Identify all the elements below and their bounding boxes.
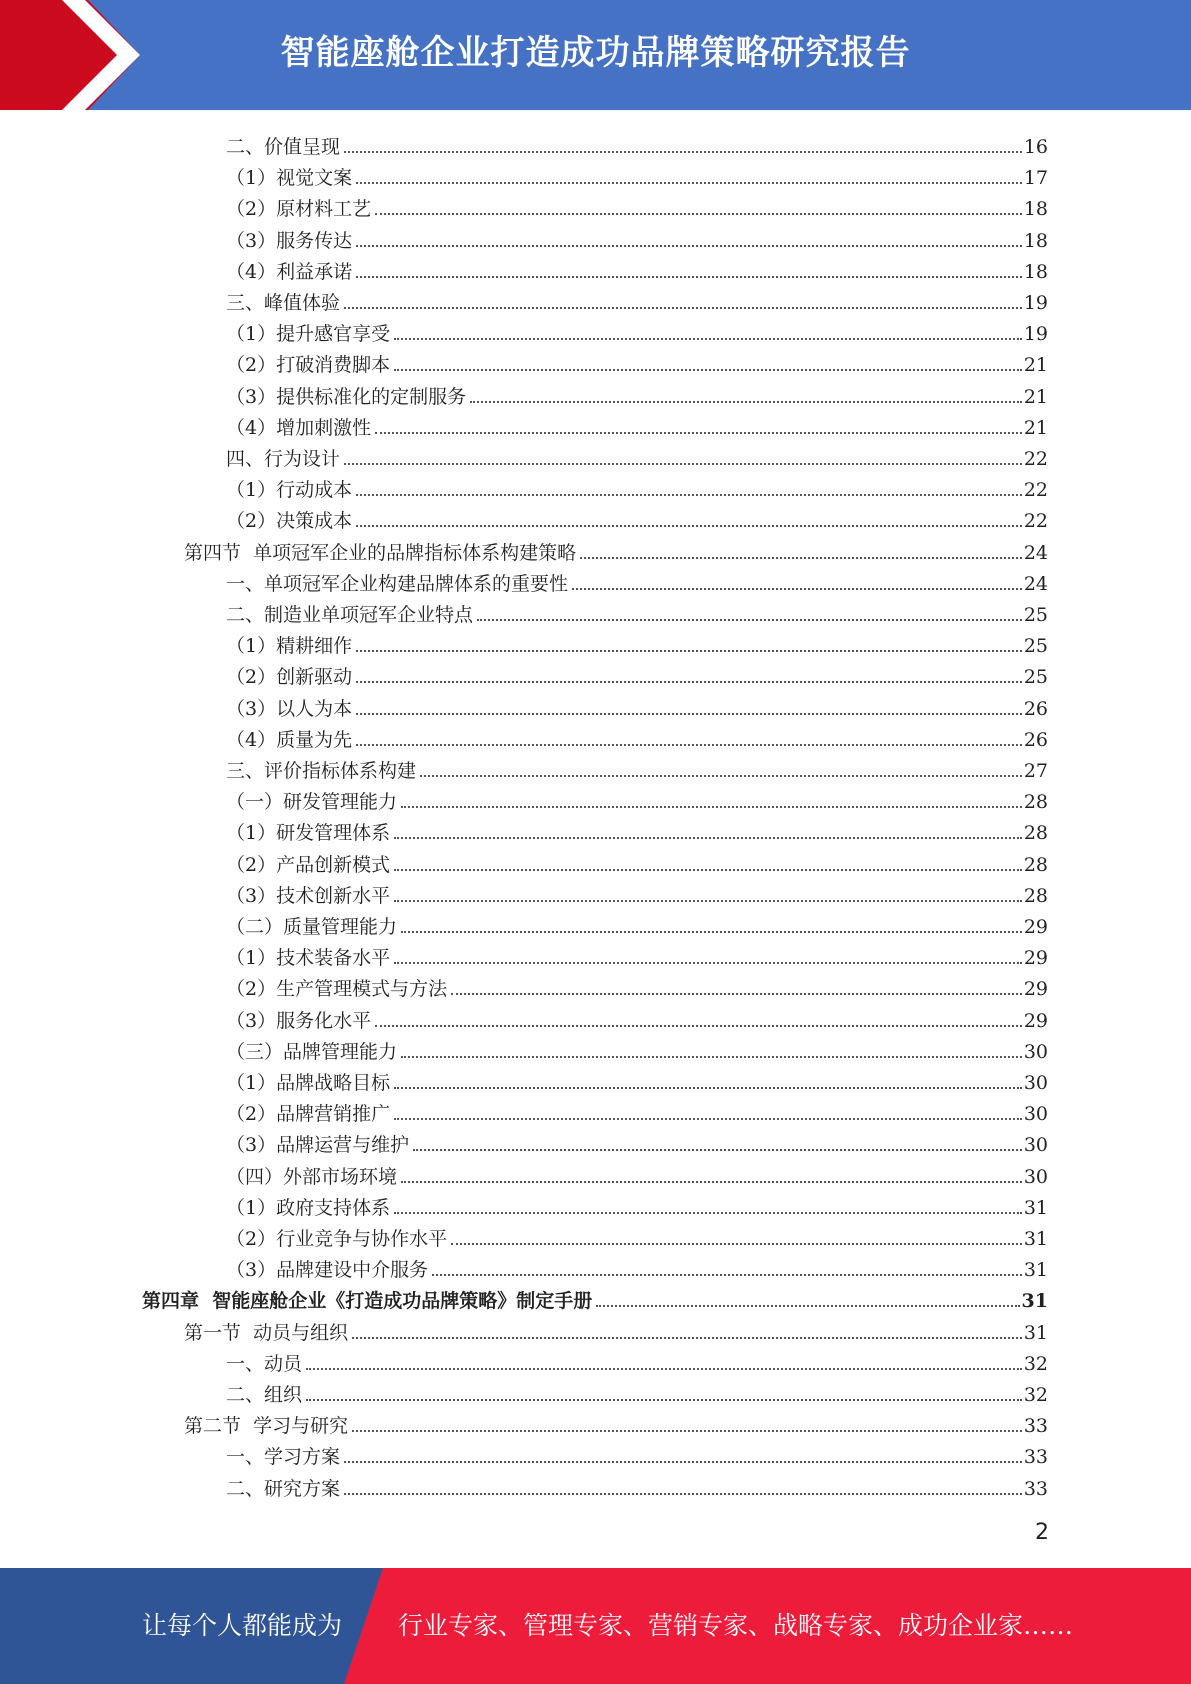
toc-entry-label: 第四章 智能座舱企业《打造成功品牌策略》制定手册 <box>142 1290 593 1313</box>
toc-dot-leader <box>401 806 1022 808</box>
toc-dot-leader <box>394 869 1022 871</box>
toc-entry-page: 28 <box>1023 853 1048 876</box>
toc-entry-label: 第四节 单项冠军企业的品牌指标体系构建策略 <box>184 541 577 564</box>
toc-dot-leader <box>356 525 1022 527</box>
toc-dot-leader <box>451 1243 1022 1245</box>
toc-entry[interactable] <box>226 1125 1048 1156</box>
toc-entry-page: 30 <box>1023 1040 1048 1063</box>
toc-entry-label: 三、峰值体验 <box>226 292 341 314</box>
toc-entry-page: 30 <box>1023 1165 1048 1188</box>
toc-entry[interactable] <box>226 1188 1048 1219</box>
toc-entry[interactable] <box>226 314 1048 345</box>
toc-entry[interactable] <box>226 1001 1048 1032</box>
toc-entry-page: 30 <box>1023 1103 1048 1126</box>
toc-entry-page: 29 <box>1023 978 1048 1001</box>
toc-entry-page: 18 <box>1023 260 1048 283</box>
toc-entry[interactable] <box>226 158 1048 189</box>
toc-entry-label: （一）研发管理能力 <box>226 791 398 814</box>
toc-entry[interactable] <box>226 501 1048 532</box>
toc-entry-label: （4）增加刺激性 <box>226 416 372 439</box>
toc-dot-leader <box>356 744 1022 746</box>
toc-entry-label: （1）提升感官享受 <box>226 323 391 346</box>
toc-entry[interactable] <box>226 377 1048 408</box>
toc-entry[interactable] <box>226 1219 1048 1250</box>
toc-dot-leader <box>344 1493 1022 1495</box>
toc-dot-leader <box>344 463 1022 465</box>
toc-entry-page: 31 <box>1023 1228 1048 1250</box>
toc-entry-page: 22 <box>1023 448 1048 470</box>
toc-dot-leader <box>394 962 1022 964</box>
toc-entry-page: 19 <box>1023 292 1048 314</box>
toc-entry-page: 25 <box>1023 604 1048 626</box>
toc-entry-label: 一、学习方案 <box>226 1446 341 1469</box>
toc-dot-leader <box>375 432 1022 434</box>
toc-entry-label: 第一节 动员与组织 <box>184 1321 349 1344</box>
toc-entry-page: 31 <box>1023 1259 1048 1282</box>
toc-dot-leader <box>344 151 1022 153</box>
toc-entry-label: 二、组织 <box>226 1384 303 1406</box>
toc-entry[interactable] <box>226 1375 1048 1406</box>
toc-dot-leader <box>356 650 1022 652</box>
toc-entry[interactable] <box>226 626 1048 657</box>
toc-entry-label: （4）利益承诺 <box>226 260 353 283</box>
toc-dot-leader <box>356 681 1022 683</box>
toc-entry[interactable] <box>226 283 1048 314</box>
toc-entry-page: 28 <box>1023 791 1048 814</box>
toc-entry-page: 28 <box>1023 822 1048 845</box>
toc-entry-label: 二、价值呈现 <box>226 136 341 158</box>
toc-dot-leader <box>572 588 1022 590</box>
toc-entry[interactable] <box>226 1250 1048 1281</box>
toc-entry[interactable] <box>226 751 1048 782</box>
toc-dot-leader <box>401 1056 1022 1058</box>
toc-entry-label: 第二节 学习与研究 <box>184 1415 349 1438</box>
footer-slogan-left: 让每个人都能成为 <box>142 1611 343 1640</box>
toc-dot-leader <box>451 993 1022 995</box>
toc-entry-label: （1）精耕细作 <box>226 635 353 658</box>
toc-dot-leader <box>394 369 1022 371</box>
toc-entry-page: 18 <box>1023 198 1048 221</box>
toc-entry[interactable] <box>226 1344 1048 1375</box>
toc-entry[interactable] <box>226 408 1048 439</box>
toc-entry-page: 24 <box>1023 541 1048 564</box>
toc-entry[interactable] <box>226 813 1048 844</box>
toc-dot-leader <box>306 1368 1022 1370</box>
toc-dot-leader <box>352 1337 1022 1339</box>
footer-slogan-right: 行业专家、管理专家、营销专家、战略专家、成功企业家…… <box>398 1611 1074 1640</box>
toc-entry-label: （1）品牌战略目标 <box>226 1072 391 1094</box>
toc-entry[interactable] <box>226 1157 1048 1188</box>
toc-dot-leader <box>356 182 1022 184</box>
toc-entry[interactable] <box>226 657 1048 688</box>
toc-dot-leader <box>401 931 1022 933</box>
toc-dot-leader <box>394 1212 1022 1214</box>
toc-entry-label: 三、评价指标体系构建 <box>226 760 417 782</box>
toc-entry[interactable] <box>226 595 1048 626</box>
toc-entry-page: 28 <box>1023 884 1048 907</box>
toc-dot-leader <box>420 775 1022 777</box>
toc-entry-label: （2）行业竞争与协作水平 <box>226 1228 448 1250</box>
toc-entry-label: 四、行为设计 <box>226 448 341 470</box>
toc-entry-label: （二）质量管理能力 <box>226 916 398 938</box>
toc-entry[interactable] <box>226 127 1048 158</box>
toc-entry-page: 22 <box>1023 510 1048 533</box>
toc-entry-label: （三）品牌管理能力 <box>226 1040 398 1063</box>
toc-dot-leader <box>356 276 1022 278</box>
toc-entry[interactable] <box>226 876 1048 907</box>
toc-entry-label: （1）技术装备水平 <box>226 947 391 970</box>
toc-entry[interactable] <box>226 1437 1048 1468</box>
toc-entry[interactable] <box>226 189 1048 220</box>
toc-dot-leader <box>356 494 1022 496</box>
toc-entry[interactable] <box>226 564 1048 595</box>
toc-dot-leader <box>394 1087 1022 1089</box>
toc-entry[interactable] <box>226 439 1048 470</box>
toc-entry-label: （1）行动成本 <box>226 479 353 502</box>
toc-entry[interactable] <box>226 1063 1048 1094</box>
toc-dot-leader <box>394 900 1022 902</box>
toc-entry-label: （3）品牌建设中介服务 <box>226 1259 429 1282</box>
toc-dot-leader <box>477 619 1022 621</box>
toc-entry-page: 21 <box>1023 354 1048 377</box>
toc-dot-leader <box>394 837 1022 839</box>
toc-entry-label: （3）服务传达 <box>226 229 353 252</box>
toc-entry-label: （1）政府支持体系 <box>226 1196 391 1219</box>
toc-dot-leader <box>580 557 1022 559</box>
toc-entry[interactable] <box>226 1469 1048 1500</box>
toc-entry-page: 30 <box>1023 1134 1048 1157</box>
toc-dot-leader <box>394 1118 1022 1120</box>
toc-entry-label: （2）原材料工艺 <box>226 198 372 221</box>
toc-entry-page: 31 <box>1021 1290 1048 1313</box>
toc-entry-label: （2）生产管理模式与方法 <box>226 978 448 1001</box>
toc-entry[interactable] <box>226 720 1048 751</box>
toc-dot-leader <box>470 401 1022 403</box>
toc-dot-leader <box>401 1181 1022 1183</box>
toc-entry[interactable] <box>226 221 1048 252</box>
toc-dot-leader <box>394 338 1022 340</box>
toc-entry[interactable] <box>226 907 1048 938</box>
toc-entry-page: 19 <box>1023 323 1048 346</box>
toc-entry-label: （2）产品创新模式 <box>226 853 391 876</box>
toc-entry[interactable] <box>226 689 1048 720</box>
toc-dot-leader <box>375 213 1022 215</box>
toc-entry[interactable] <box>184 1406 1048 1437</box>
toc-entry-label: （1）视觉文案 <box>226 167 353 190</box>
toc-entry[interactable] <box>226 969 1048 1000</box>
toc-dot-leader <box>344 307 1022 309</box>
toc-entry-page: 26 <box>1023 728 1048 751</box>
toc-dot-leader <box>375 1025 1022 1027</box>
toc-dot-leader <box>306 1399 1022 1401</box>
toc-entry-page: 17 <box>1023 167 1048 190</box>
toc-entry[interactable] <box>226 1032 1048 1063</box>
toc-entry-page: 33 <box>1023 1415 1048 1438</box>
toc-entry[interactable] <box>226 345 1048 376</box>
toc-entry-label: （1）研发管理体系 <box>226 822 391 845</box>
toc-entry[interactable] <box>226 938 1048 969</box>
toc-entry-label: （2）创新驱动 <box>226 666 353 689</box>
page-number: 2 <box>1035 1520 1049 1545</box>
toc-dot-leader <box>356 713 1022 715</box>
toc-entry-label: （4）质量为先 <box>226 728 353 751</box>
toc-entry-label: 二、研究方案 <box>226 1477 341 1500</box>
toc-entry-page: 21 <box>1023 385 1048 408</box>
toc-entry-label: 一、单项冠军企业构建品牌体系的重要性 <box>226 572 569 595</box>
toc-entry-label: （2）品牌营销推广 <box>226 1103 391 1126</box>
toc-entry-page: 31 <box>1023 1196 1048 1219</box>
toc-entry-page: 24 <box>1023 572 1048 595</box>
toc-entry-page: 25 <box>1023 666 1048 689</box>
toc-entry-label: （3）提供标准化的定制服务 <box>226 385 467 408</box>
toc-entry[interactable] <box>142 1281 1048 1312</box>
toc-entry-label: （四）外部市场环境 <box>226 1165 398 1188</box>
toc-entry[interactable] <box>184 1313 1048 1344</box>
toc-entry[interactable] <box>184 533 1048 564</box>
toc-entry[interactable] <box>226 470 1048 501</box>
toc-entry-page: 30 <box>1023 1072 1048 1094</box>
toc-dot-leader <box>596 1305 1019 1307</box>
toc-entry-page: 27 <box>1023 760 1048 782</box>
toc-entry-page: 25 <box>1023 635 1048 658</box>
toc-entry[interactable] <box>226 845 1048 876</box>
toc-entry-page: 32 <box>1023 1352 1048 1375</box>
toc-entry-label: （2）决策成本 <box>226 510 353 533</box>
toc-entry-label: （3）服务化水平 <box>226 1009 372 1032</box>
toc-dot-leader <box>356 245 1022 247</box>
toc-entry[interactable] <box>226 782 1048 813</box>
toc-entry-label: （3）以人为本 <box>226 697 353 720</box>
toc-entry-label: （3）技术创新水平 <box>226 884 391 907</box>
report-title: 智能座舱企业打造成功品牌策略研究报告 <box>280 33 911 73</box>
toc-dot-leader <box>352 1430 1022 1432</box>
toc-entry-page: 22 <box>1023 479 1048 502</box>
toc-entry-page: 33 <box>1023 1446 1048 1469</box>
toc-entry-label: 一、动员 <box>226 1352 303 1375</box>
page-footer <box>0 1568 1191 1684</box>
toc-entry-label: 二、制造业单项冠军企业特点 <box>226 604 474 626</box>
toc-entry-page: 33 <box>1023 1477 1048 1500</box>
toc-entry-page: 18 <box>1023 229 1048 252</box>
toc-entry-label: （3）品牌运营与维护 <box>226 1134 410 1157</box>
toc-entry-page: 29 <box>1023 916 1048 938</box>
toc-entry-page: 21 <box>1023 416 1048 439</box>
toc-entry-page: 32 <box>1023 1384 1048 1406</box>
toc-entry[interactable] <box>226 252 1048 283</box>
toc-dot-leader <box>344 1461 1022 1463</box>
toc-entry-page: 16 <box>1023 136 1048 158</box>
toc-dot-leader <box>432 1274 1022 1276</box>
toc-entry[interactable] <box>226 1094 1048 1125</box>
toc-entry-page: 29 <box>1023 1009 1048 1032</box>
toc-entry-page: 26 <box>1023 697 1048 720</box>
page-header <box>0 0 1191 110</box>
toc-entry-page: 29 <box>1023 947 1048 970</box>
toc-entry-page: 31 <box>1023 1321 1048 1344</box>
toc-entry-label: （2）打破消费脚本 <box>226 354 391 377</box>
toc-dot-leader <box>413 1149 1022 1151</box>
